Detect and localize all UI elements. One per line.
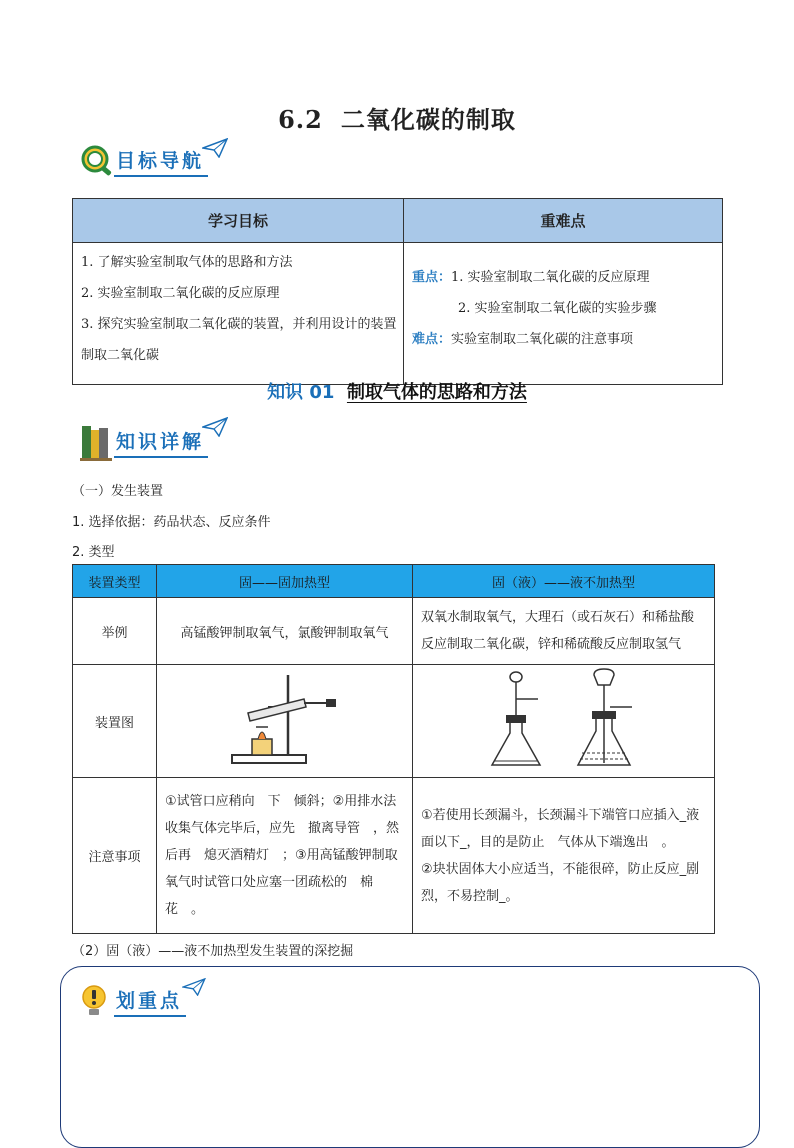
paper-plane-icon (202, 138, 228, 158)
example-liquid-no-heating: 双氧水制取氧气，大理石（或石灰石）和稀盐酸反应制取二氧化碳，锌和稀硫酸反应制取氢气 (413, 598, 715, 665)
title-number: 6.2 (278, 105, 323, 134)
difficult-point-row (412, 324, 716, 355)
lightbulb-icon (80, 984, 108, 1018)
key-point-label: 重点： (412, 270, 452, 285)
goal-item: 1. 了解实验室制取气体的思路和方法 (81, 255, 293, 270)
device-table-head-liquid-no-heating: 固（液）——液不加热型 (413, 565, 715, 598)
note-funnel: ①若使用长颈漏斗，长颈漏斗下端管口应插入_液面以下_，目的是防止 气体从下端逸出 。 (421, 807, 700, 850)
goals-table-head-right: 重难点 (404, 199, 723, 243)
key-point-item: 1. 实验室制取二氧化碳的反应原理 (451, 270, 650, 285)
goals-table-head-left: 学习目标 (73, 199, 404, 243)
learning-goals-cell (73, 243, 404, 385)
key-points-cell (404, 243, 723, 385)
heating-apparatus-diagram (230, 669, 340, 769)
difficult-point-label: 难点： (412, 332, 452, 347)
banner-knowledge-detail (80, 422, 228, 462)
magnifier-icon (80, 144, 114, 178)
goals-table (72, 198, 723, 385)
notes-liquid-no-heating-cell (413, 778, 715, 934)
diagram-solid-heating-cell (157, 665, 413, 778)
books-icon (80, 422, 114, 462)
key-point-row (412, 262, 716, 293)
diagram-liquid-no-heating-cell (413, 665, 715, 778)
key-point-item: 2. 实验室制取二氧化碳的实验步骤 (458, 301, 657, 316)
paragraph-selection-basis: 1. 选择依据：药品状态、反应条件 (72, 515, 271, 530)
goal-item: 2. 实验室制取二氧化碳的反应原理 (81, 286, 280, 301)
device-types-table (72, 564, 715, 934)
row-notes-label: 注意事项 (73, 778, 157, 934)
difficult-point-item: 实验室制取二氧化碳的注意事项 (451, 332, 634, 347)
notes-solid-heating: ①试管口应稍向 下 倾斜；②用排水法收集气体完毕后，应先 撤离导管 ，然后再 熄灭酒精灯 ；③用高锰酸钾制取氧气时试管口处应塞一团疏松的 棉花 。 (157, 778, 413, 934)
section-label: 知识 01 (267, 382, 335, 403)
device-table-head-solid-heating: 固——固加热型 (157, 565, 413, 598)
section-heading (0, 378, 794, 404)
paper-plane-icon (202, 417, 228, 437)
banner-highlights-label: 划重点 (114, 986, 186, 1017)
row-diagram-label: 装置图 (73, 665, 157, 778)
note-solid-size: ②块状固体大小应适当，不能很碎，防止反应_剧烈，不易控制_。 (421, 861, 700, 904)
banner-goal-navigation (80, 144, 228, 178)
goal-item: 3. 探究实验室制取二氧化碳的装置，并利用设计的装置制取二氧化碳 (81, 317, 397, 363)
page-title (0, 100, 794, 135)
section-name: 制取气体的思路和方法 (346, 382, 527, 403)
paper-plane-icon (182, 978, 206, 996)
paragraph-types: 2. 类型 (72, 545, 115, 560)
flask-apparatus-diagram (464, 667, 664, 771)
title-text: 二氧化碳的制取 (340, 106, 516, 134)
banner-knowledge-label: 知识详解 (114, 427, 208, 458)
row-example-label: 举例 (73, 598, 157, 665)
example-solid-heating: 高锰酸钾制取氧气，氯酸钾制取氧气 (157, 598, 413, 665)
device-table-head-type: 装置类型 (73, 565, 157, 598)
paragraph-deep-dive: （2）固（液）——液不加热型发生装置的深挖掘 (72, 944, 354, 959)
paragraph-generator-device: （一）发生装置 (72, 484, 164, 499)
banner-goal-label: 目标导航 (114, 146, 208, 177)
banner-highlights (80, 984, 206, 1018)
